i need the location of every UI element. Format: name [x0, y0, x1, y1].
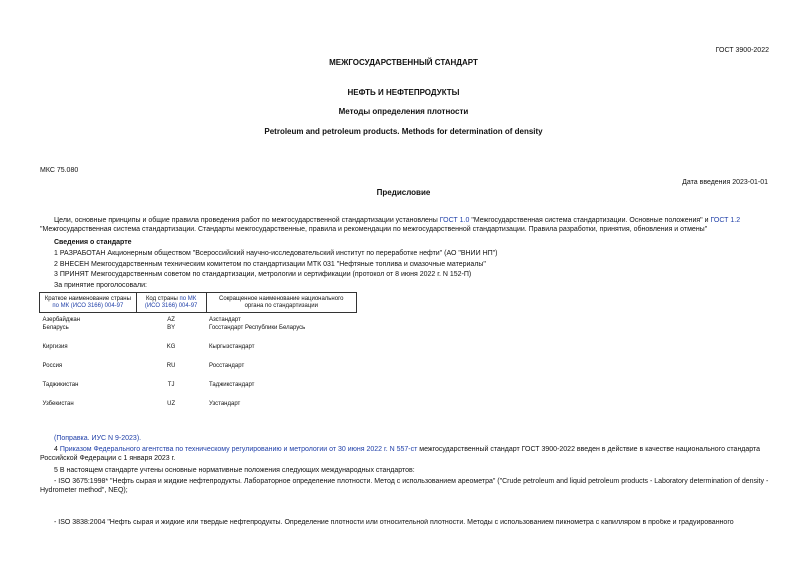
cell-country: Россия	[42, 363, 63, 370]
title-en: Petroleum and petroleum products. Methods for determination of density	[264, 127, 543, 136]
item-4-number: 4	[54, 446, 60, 453]
cell-country: Азербайджан	[42, 317, 81, 324]
col-country-header	[40, 293, 137, 313]
item-4-text: межгосударственный стандарт ГОСТ 3900-2022 введен в действие в качестве национального стандарта Российской Федерации с 1 января 2023 г.	[40, 446, 761, 462]
table-row	[40, 382, 357, 401]
col-country-text: Краткое наименование страны	[44, 296, 131, 302]
cell-country: Таджикистан	[42, 382, 79, 389]
order-link[interactable]: Приказом Федерального агентства по техническому регулированию и метрологии от 30 июня 2022 г. N 557-ст	[59, 446, 418, 453]
col-body-header: Сокращенное наименование национального органа по стандартизации	[206, 293, 357, 313]
col-code-header	[136, 293, 206, 313]
item-2: 2 ВНЕСЕН Межгосударственным техническим комитетом по стандартизации МТК 031 "Нефтяные топлива и смазочные материалы"	[54, 261, 486, 268]
item-3: 3 ПРИНЯТ Межгосударственным советом по стандартизации, метрологии и сертификации (протокол от 8 июня 2022 г. N 152-П)	[54, 271, 472, 278]
mk-iso-link-1[interactable]: по МК (ИСО 3166) 004-97	[52, 303, 124, 310]
item-1: 1 РАЗРАБОТАН Акционерным обществом "Всероссийский научно-исследовательский институт по переработке нефти" (АО "ВНИИ НП")	[54, 250, 498, 257]
item-4-paragraph	[40, 446, 772, 464]
cell-code: TJ	[167, 382, 175, 389]
table-row	[40, 313, 357, 326]
amendment-link[interactable]: (Поправка. ИУС N 9-2023).	[54, 435, 142, 442]
iso-3675-paragraph: - ISO 3675:1998* "Нефть сырая и жидкие нефтепродукты. Лабораторное определение плотности. Метод с использованием ареометра" ("Crude petroleum and liquid petroleum products - Laboratory determination of density - Hydrometer method", NEQ);	[40, 478, 769, 494]
preface-heading: Предисловие	[376, 188, 431, 197]
gost-1-2-link[interactable]: ГОСТ 1.2	[710, 217, 741, 224]
preface-paragraph	[40, 217, 772, 235]
doc-number: ГОСТ 3900-2022	[715, 47, 769, 54]
cell-body: Кыргызстандарт	[209, 344, 255, 351]
cell-country: Киргизия	[42, 344, 68, 351]
item-5: 5 В настоящем стандарте учтены основные нормативные положения следующих международных стандартов:	[54, 467, 415, 474]
gost-1-0-link[interactable]: ГОСТ 1.0	[439, 217, 470, 224]
subtitle-ru: Методы определения плотности	[338, 107, 469, 116]
preface-text-1: Цели, основные принципы и общие правила проведения работ по межгосударственной стандартизации установлены	[54, 217, 440, 224]
mks-code: МКС 75.080	[40, 167, 79, 174]
cell-country: Узбекистан	[42, 401, 74, 408]
cell-body: Азстандарт	[209, 317, 241, 324]
table-row	[40, 363, 357, 382]
cell-body: Росстандарт	[209, 363, 245, 370]
cell-code: RU	[166, 363, 176, 370]
cell-body: Госстандарт Республики Беларусь	[209, 325, 306, 332]
mk-iso-link-2[interactable]: по МК (ИСО 3166) 004-97	[144, 296, 198, 310]
col-code-text: Код страны	[145, 296, 180, 302]
cell-body: Узстандарт	[209, 401, 241, 408]
cell-code: AZ	[167, 317, 175, 324]
title-ru: НЕФТЬ И НЕФТЕПРОДУКТЫ	[347, 88, 460, 97]
table-row	[40, 325, 357, 344]
iso-3838-paragraph: - ISO 3838:2004 "Нефть сырая и жидкие или твердые нефтепродукты. Определение плотности или относительной плотности. Методы с использованием пикнометра с капилляром в пробке и градуированного	[54, 519, 734, 526]
cell-code: UZ	[167, 401, 176, 408]
cell-code: BY	[167, 325, 176, 332]
info-heading: Сведения о стандарте	[54, 239, 132, 246]
cell-country: Беларусь	[42, 325, 69, 332]
voted-label: За принятие проголосовали:	[54, 282, 147, 289]
countries-table	[39, 292, 357, 420]
preface-text-3: "Межгосударственная система стандартизации. Стандарты межгосударственные, правила и рекомендации по межгосударственной стандартизации. Правила разработки, принятия, обновления и отмены"	[40, 225, 708, 233]
table-row	[40, 401, 357, 420]
table-header-row	[40, 293, 357, 313]
cell-code: KG	[166, 344, 176, 351]
preface-text-2: "Межгосударственная система стандартизации. Основные положения" и	[469, 217, 711, 224]
cell-body: Таджикстандарт	[209, 382, 255, 389]
standard-type: МЕЖГОСУДАРСТВЕННЫЙ СТАНДАРТ	[329, 58, 478, 67]
intro-date: Дата введения 2023-01-01	[682, 179, 768, 186]
table-row	[40, 344, 357, 363]
